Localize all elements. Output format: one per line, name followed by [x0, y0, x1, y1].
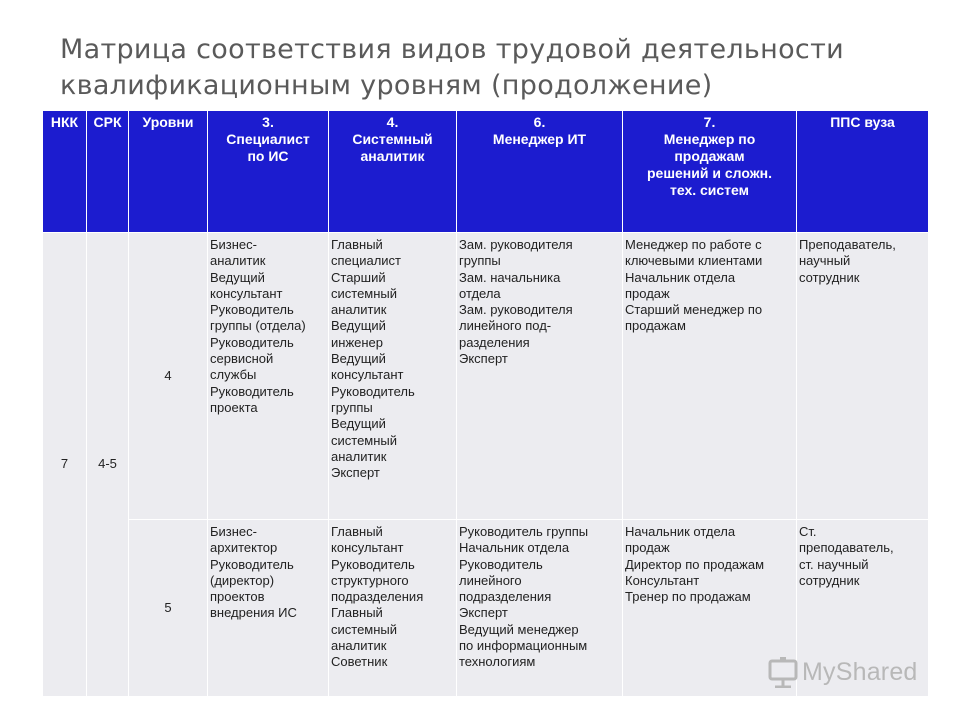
- title-line-1: Матрица соответствия видов трудовой деятельности: [60, 34, 844, 65]
- text-line: консультант: [331, 367, 404, 383]
- text-line: Руководитель: [210, 383, 294, 399]
- text-line: сотрудник: [799, 269, 860, 285]
- table-row-level-4: [43, 233, 929, 520]
- cell-specialist-is: [208, 520, 329, 697]
- text-line: 4.: [386, 114, 399, 130]
- text-line: группы: [459, 253, 501, 269]
- cell-university-staff: [797, 233, 929, 520]
- page-title: [60, 32, 920, 104]
- cell-system-analyst: [329, 520, 457, 697]
- text-line: Начальник отдела: [625, 524, 736, 539]
- text-line: аналитик: [360, 148, 425, 164]
- header-nkk: НКК: [43, 111, 87, 233]
- text-line: проектов: [210, 589, 265, 605]
- text-line: системный: [331, 432, 398, 448]
- cell-specialist-is: [208, 233, 329, 520]
- text-line: ст. научный: [799, 556, 869, 572]
- nkk-value: 7: [43, 233, 87, 697]
- text-line: 3.: [262, 114, 274, 130]
- text-line: Директор по продажам: [625, 556, 765, 572]
- text-line: Главный: [331, 524, 383, 539]
- text-line: Советник: [331, 654, 388, 670]
- text-line: Зам. руководителя: [459, 302, 573, 318]
- text-line: консультант: [210, 285, 283, 301]
- header-srk: СРК: [87, 111, 129, 233]
- qualification-matrix-table: [42, 110, 929, 697]
- header-specialist-is: [208, 111, 329, 233]
- text-line: Руководитель: [210, 302, 294, 318]
- text-line: Системный: [352, 131, 433, 147]
- text-line: продажам: [674, 148, 745, 164]
- text-line: продаж: [625, 540, 670, 556]
- text-line: Менеджер ИТ: [492, 131, 587, 147]
- cell-system-analyst: [329, 233, 457, 520]
- text-line: Старший менеджер по: [625, 302, 763, 318]
- text-line: Руководитель: [210, 334, 294, 350]
- text-line: специалист: [331, 253, 402, 269]
- text-line: разделения: [459, 334, 530, 350]
- text-line: Главный: [331, 605, 383, 621]
- watermark-text: MyShared: [802, 657, 918, 686]
- title-line-2: квалификационным уровням (продолжение): [60, 70, 713, 101]
- text-line: аналитик: [331, 638, 387, 654]
- text-line: Ведущий: [331, 416, 386, 432]
- text-line: Ведущий менеджер: [459, 621, 579, 637]
- text-line: сотрудник: [799, 572, 860, 588]
- text-line: Бизнес-: [210, 237, 257, 252]
- text-line: Руководитель: [210, 556, 294, 572]
- text-line: Зам. руководителя: [459, 237, 573, 252]
- text-line: продаж: [625, 285, 670, 301]
- text-line: Менеджер по работе с: [625, 237, 762, 252]
- text-line: Зам. начальника: [459, 269, 561, 285]
- text-line: системный: [331, 285, 398, 301]
- header-row: [43, 111, 929, 233]
- text-line: Начальник отдела: [625, 269, 736, 285]
- text-line: аналитик: [210, 253, 266, 269]
- text-line: Эксперт: [331, 465, 380, 481]
- text-line: Ведущий: [331, 318, 386, 334]
- text-line: группы (отдела): [210, 318, 306, 334]
- text-line: по информационным: [459, 638, 588, 654]
- text-line: сервисной: [210, 351, 274, 367]
- text-line: группы: [331, 399, 373, 415]
- header-sales-manager: [623, 111, 797, 233]
- text-line: Преподаватель,: [799, 237, 896, 252]
- text-line: инженер: [331, 334, 384, 350]
- text-line: системный: [331, 621, 398, 637]
- text-line: аналитик: [331, 302, 387, 318]
- cell-it-manager: [457, 520, 623, 697]
- text-line: технологиям: [459, 654, 536, 670]
- header-levels: Уровни: [129, 111, 208, 233]
- text-line: Ведущий: [210, 269, 265, 285]
- text-line: Эксперт: [459, 605, 508, 621]
- text-line: продажам: [625, 318, 686, 334]
- text-line: преподаватель,: [799, 540, 894, 556]
- header-it-manager: [457, 111, 623, 233]
- level-value: 4: [129, 233, 208, 520]
- text-line: 6.: [533, 114, 546, 130]
- text-line: тех. систем: [669, 182, 750, 198]
- text-line: Руководитель: [331, 383, 415, 399]
- watermark-logo: [768, 656, 918, 688]
- text-line: решений и сложн.: [647, 165, 772, 181]
- text-line: Старший: [331, 269, 386, 285]
- level-value: 5: [129, 520, 208, 697]
- text-line: по ИС: [247, 148, 289, 164]
- text-line: линейного под-: [459, 318, 552, 334]
- text-line: консультант: [331, 540, 404, 556]
- text-line: Консультант: [625, 572, 700, 588]
- text-line: Ст.: [799, 524, 817, 539]
- text-line: Ведущий: [331, 351, 386, 367]
- text-line: Менеджер по: [663, 131, 756, 147]
- text-line: Тренер по продажам: [625, 589, 751, 605]
- text-line: ключевыми клиентами: [625, 253, 763, 269]
- header-university-staff: ППС вуза: [797, 111, 929, 233]
- text-line: Начальник отдела: [459, 540, 570, 556]
- text-line: Бизнес-: [210, 524, 257, 539]
- text-line: подразделения: [331, 589, 424, 605]
- text-line: 7.: [703, 114, 716, 130]
- presentation-board-icon: [768, 656, 798, 688]
- text-line: аналитик: [331, 448, 387, 464]
- text-line: Эксперт: [459, 351, 508, 367]
- text-line: Руководитель группы: [459, 524, 589, 539]
- text-line: структурного: [331, 572, 409, 588]
- text-line: Руководитель: [459, 556, 543, 572]
- srk-value: 4-5: [87, 233, 129, 697]
- cell-it-manager: [457, 233, 623, 520]
- text-line: Руководитель: [331, 556, 415, 572]
- header-system-analyst: [329, 111, 457, 233]
- text-line: подразделения: [459, 589, 552, 605]
- text-line: архитектор: [210, 540, 278, 556]
- text-line: проекта: [210, 399, 258, 415]
- cell-sales-manager: [623, 233, 797, 520]
- text-line: научный: [799, 253, 851, 269]
- text-line: внедрения ИС: [210, 605, 297, 621]
- text-line: Главный: [331, 237, 383, 252]
- text-line: Специалист: [226, 131, 310, 147]
- text-line: линейного: [459, 572, 522, 588]
- text-line: (директор): [210, 572, 275, 588]
- text-line: службы: [210, 367, 257, 383]
- text-line: отдела: [459, 285, 501, 301]
